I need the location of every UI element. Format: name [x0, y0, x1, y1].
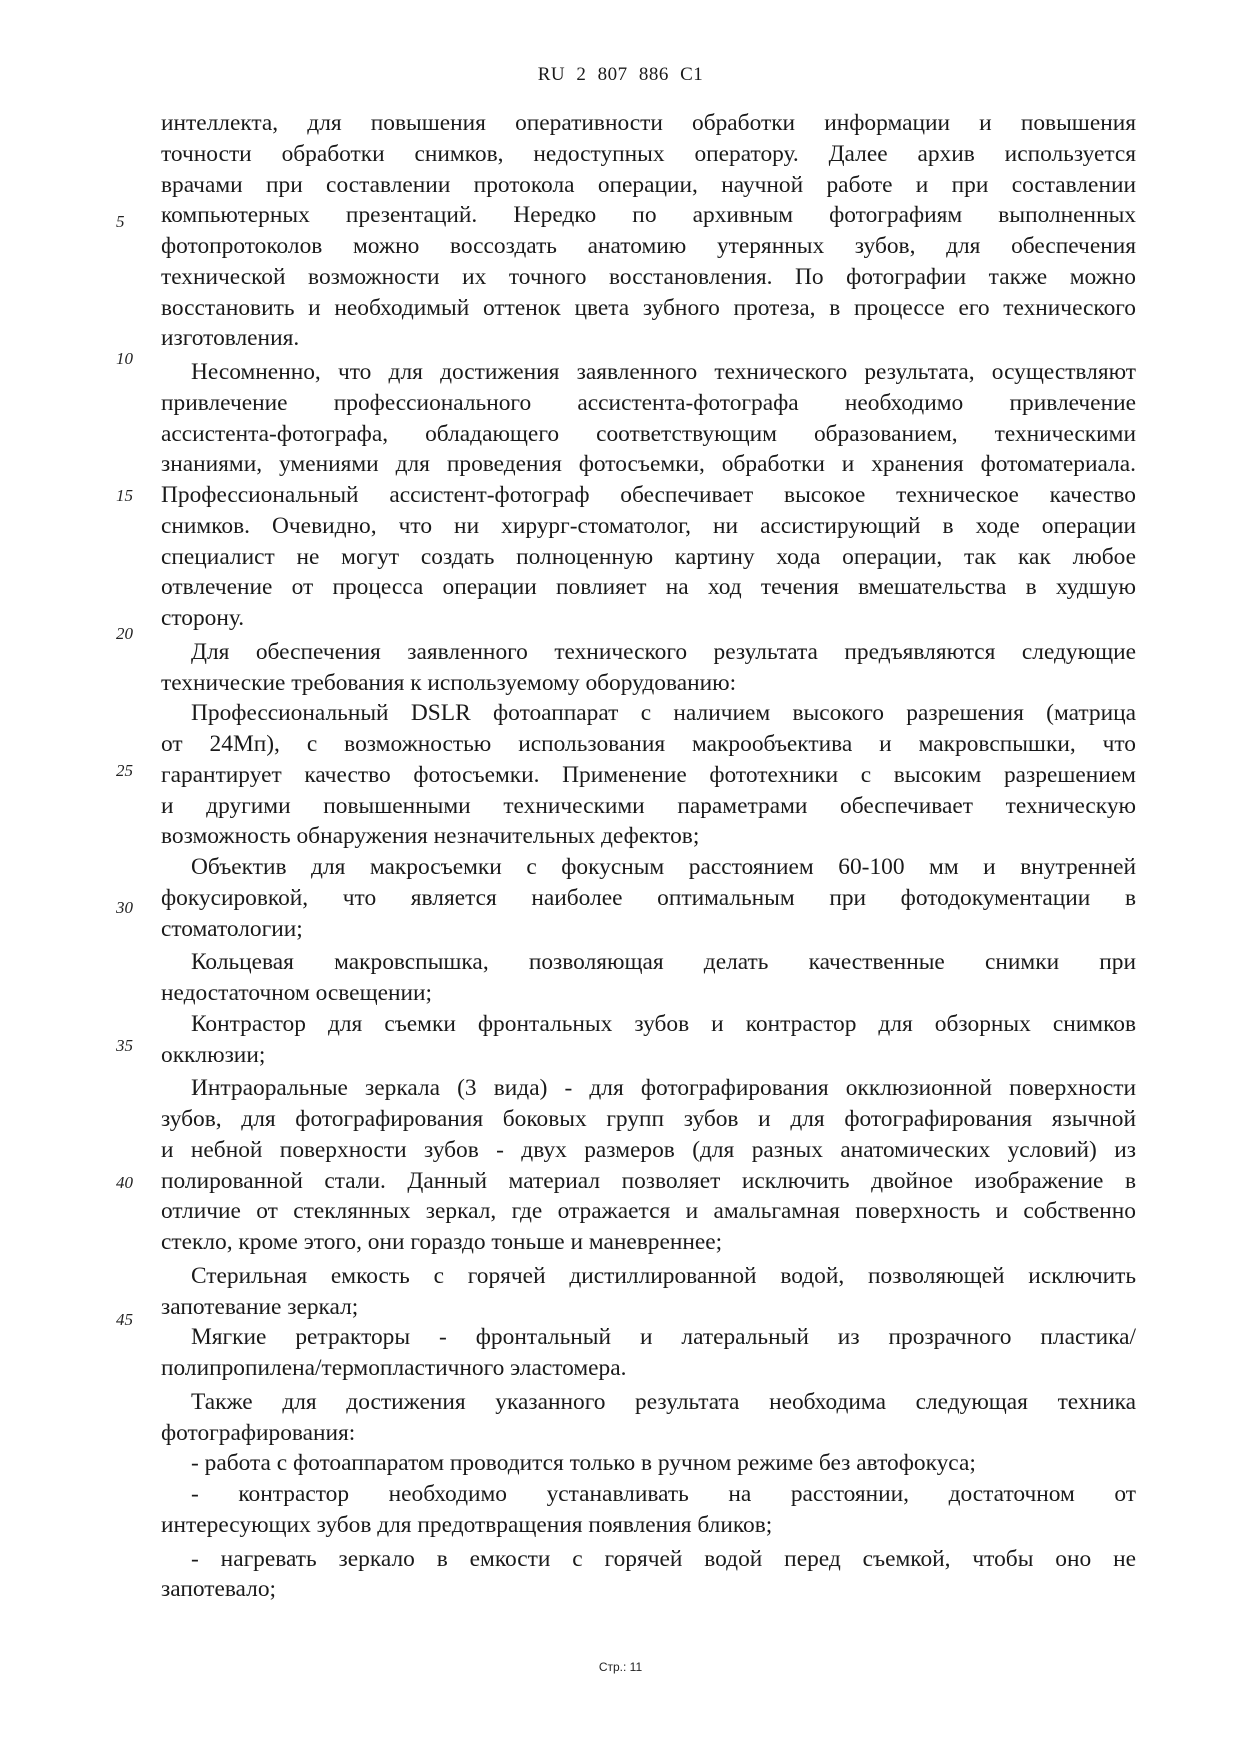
- text-line: Стерильная емкость с горячей дистиллированной водой, позволяющей исключить: [191, 1262, 1136, 1289]
- line-number: 20: [116, 624, 133, 643]
- patent-header: RU 2 807 886 C1: [537, 64, 704, 85]
- text-line: фокусировкой, что является наиболее оптимальным при фотодокументации в: [161, 884, 1136, 911]
- text-line: специалист не могут создать полноценную картину хода операции, так как любое: [161, 543, 1136, 570]
- text-line: стекло, кроме этого, они гораздо тоньше и маневреннее;: [161, 1229, 723, 1255]
- text-line: запотевало;: [161, 1576, 277, 1603]
- text-line: привлечение профессионального ассистента-фотографа необходимо привлечение: [161, 389, 1136, 416]
- text-line: знаниями, умениями для проведения фотосъемки, обработки и хранения фотоматериала.: [161, 451, 1136, 478]
- text-line: зубов, для фотографирования боковых групп зубов и для фотографирования язычной: [161, 1106, 1136, 1132]
- text-line: снимков. Очевидно, что ни хирург-стоматолог, ни ассистирующий в ходе операции: [161, 512, 1136, 539]
- line-number: 35: [116, 1036, 133, 1055]
- page-number: Стр.: 11: [598, 1660, 643, 1674]
- line-number: 30: [116, 898, 133, 917]
- line-number: 25: [116, 761, 133, 780]
- line-number: 5: [116, 212, 125, 231]
- text-line: Объектив для макросъемки с фокусным расстоянием 60-100 мм и внутренней: [191, 854, 1136, 880]
- text-line: восстановить и необходимый оттенок цвета зубного протеза, в процессе его технического: [161, 294, 1136, 321]
- text-line: стоматологии;: [161, 915, 303, 942]
- text-line: Несомненно, что для достижения заявленного технического результата, осуществляют: [191, 359, 1136, 385]
- text-line: фотопротоколов можно воссоздать анатомию утерянных зубов, для обеспечения: [161, 233, 1136, 259]
- text-line: точности обработки снимков, недоступных оператору. Далее архив используется: [161, 140, 1136, 167]
- line-number: 45: [116, 1310, 133, 1329]
- text-line: от 24Мп), с возможностью использования макрообъектива и макровспышки, что: [161, 731, 1136, 757]
- text-line: - нагревать зеркало в емкости с горячей водой перед съемкой, чтобы оно не: [191, 1545, 1136, 1572]
- text-line: Интраоральные зеркала (3 вида) - для фотографирования окклюзионной поверхности: [191, 1075, 1136, 1102]
- text-line: и другими повышенными техническими параметрами обеспечивает техническую: [161, 792, 1136, 819]
- text-line: сторону.: [161, 605, 245, 631]
- text-line: окклюзии;: [161, 1041, 266, 1068]
- text-line: Контрастор для съемки фронтальных зубов и контрастор для обзорных снимков: [191, 1010, 1136, 1037]
- text-line: Также для достижения указанного результата необходима следующая техника: [191, 1388, 1136, 1415]
- text-line: изготовления.: [161, 325, 300, 352]
- text-line: - работа с фотоаппаратом проводится только в ручном режиме без автофокуса;: [191, 1450, 976, 1477]
- text-line: полированной стали. Данный материал позволяет исключить двойное изображение в: [161, 1167, 1136, 1194]
- text-line: отличие от стеклянных зеркал, где отражается и амальгамная поверхность и собственно: [161, 1198, 1136, 1225]
- text-line: Кольцевая макровспышка, позволяющая делать качественные снимки при: [191, 949, 1136, 976]
- text-line: полипропилена/термопластичного эластомера.: [161, 1355, 627, 1381]
- text-line: ассистента-фотографа, обладающего соответствующим образованием, техническими: [161, 420, 1136, 447]
- text-line: Профессиональный DSLR фотоаппарат с наличием высокого разрешения (матрица: [191, 700, 1136, 727]
- text-line: фотографирования:: [161, 1419, 356, 1446]
- text-line: гарантирует качество фотосъемки. Применение фототехники с высоким разрешением: [161, 761, 1136, 788]
- line-number: 10: [116, 349, 133, 368]
- text-line: интеллекта, для повышения оперативности обработки информации и повышения: [161, 110, 1136, 136]
- text-line: Для обеспечения заявленного технического результата предъявляются следующие: [191, 638, 1136, 665]
- text-line: запотевание зеркал;: [161, 1293, 359, 1320]
- text-line: технические требования к используемому оборудованию:: [161, 669, 737, 696]
- text-line: компьютерных презентаций. Нередко по архивным фотографиям выполненных: [161, 202, 1136, 229]
- text-line: технической возможности их точного восстановления. По фотографии также можно: [161, 263, 1136, 290]
- line-number: 15: [116, 486, 133, 505]
- text-line: возможность обнаружения незначительных дефектов;: [161, 823, 700, 850]
- text-line: - контрастор необходимо устанавливать на расстоянии, достаточном от: [191, 1481, 1136, 1507]
- text-line: Мягкие ретракторы - фронтальный и латеральный из прозрачного пластика/: [191, 1324, 1136, 1351]
- text-line: врачами при составлении протокола операции, научной работе и при составлении: [161, 171, 1136, 198]
- document-body: [161, 108, 1136, 1605]
- text-line: и небной поверхности зубов - двух размеров (для разных анатомических условий) из: [161, 1136, 1136, 1163]
- text-line: интересующих зубов для предотвращения появления бликов;: [161, 1511, 773, 1538]
- text-line: отвлечение от процесса операции повлияет на ход течения вмешательства в худшую: [161, 574, 1136, 601]
- text-line: Профессиональный ассистент-фотограф обеспечивает высокое техническое качество: [161, 482, 1136, 508]
- line-number: 40: [116, 1173, 133, 1192]
- text-line: недостаточном освещении;: [161, 980, 433, 1006]
